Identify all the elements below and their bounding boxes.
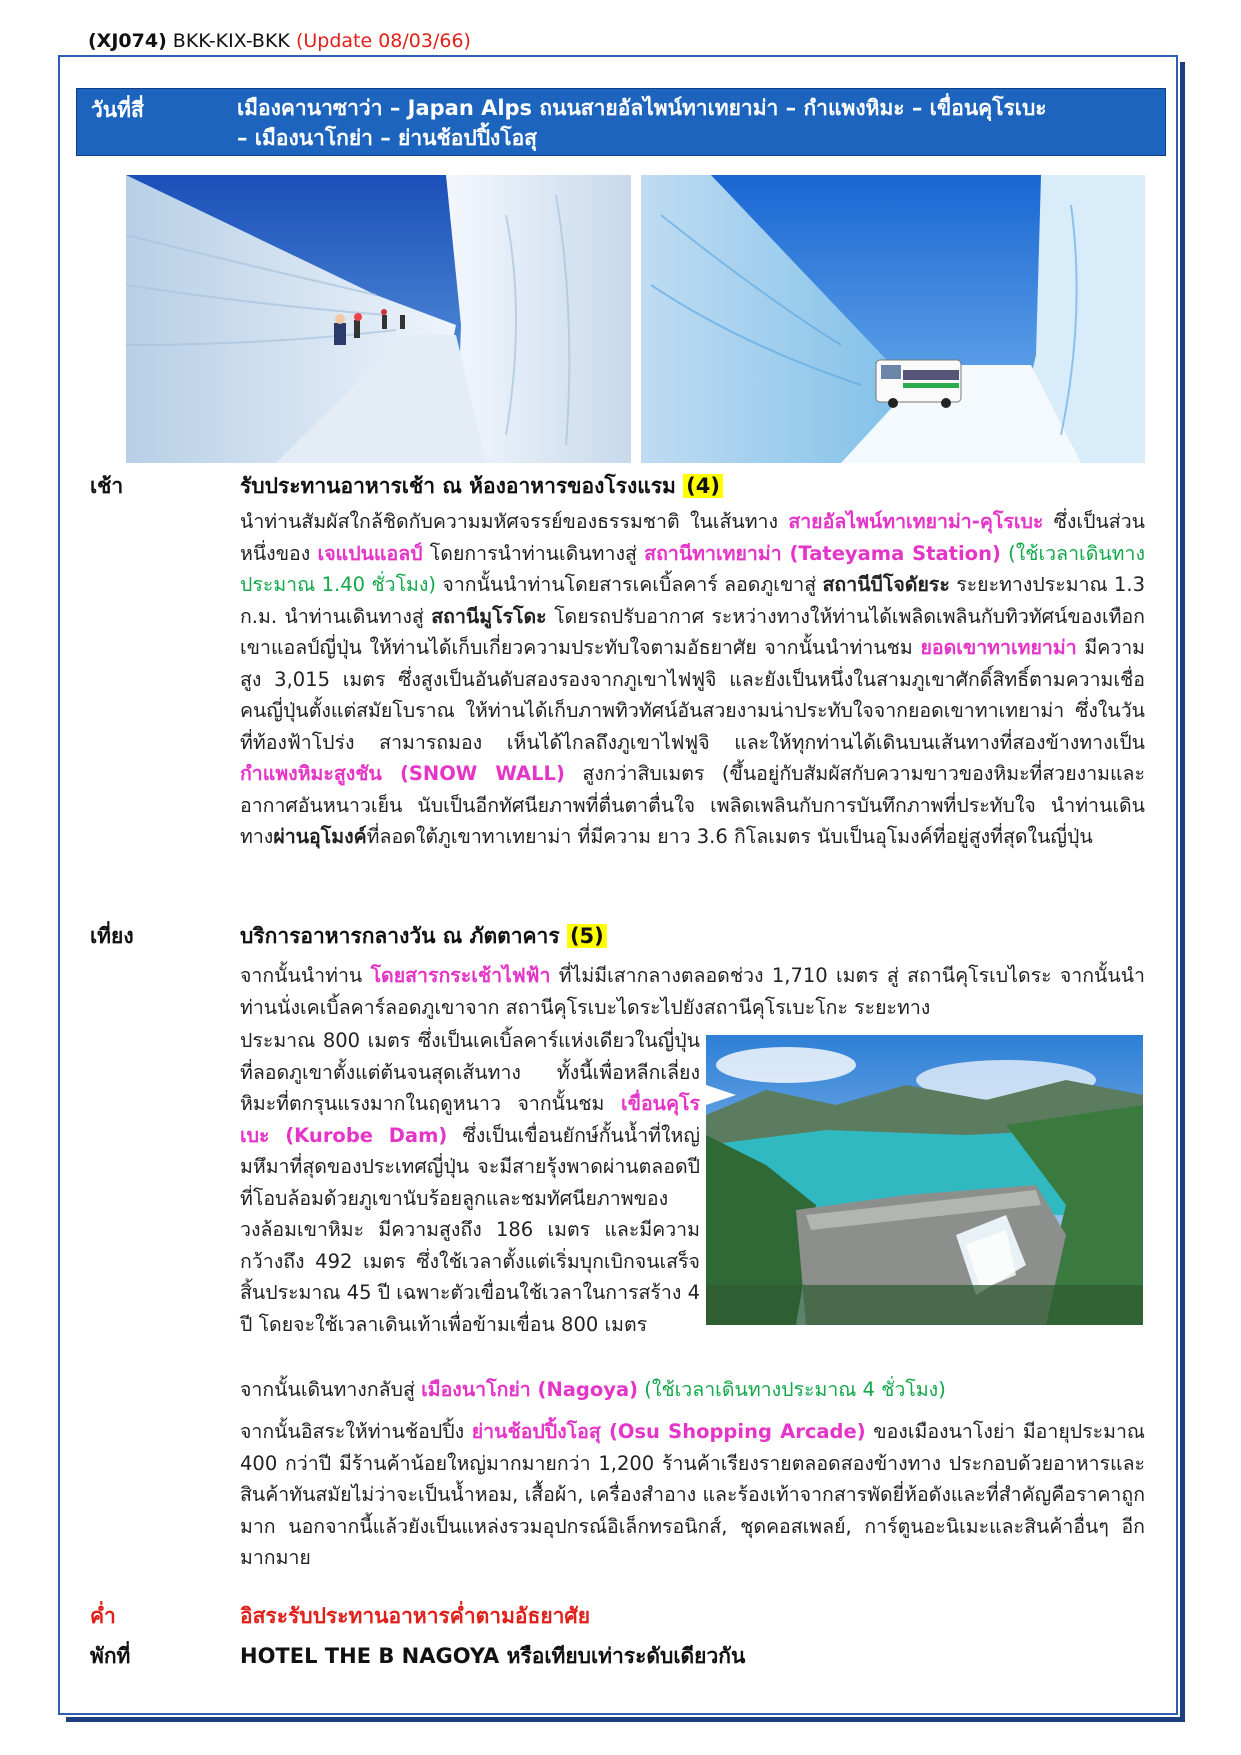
- text: นำท่านสัมผัสใกล้ชิดกับความมหัศจรรย์ของธรรมชาติ ในเส้นทาง: [240, 510, 789, 533]
- text: จากนั้นเดินทางกลับสู่: [240, 1378, 422, 1401]
- paragraph-kurobe-dam: [240, 1025, 700, 1340]
- text: สูงกว่าสิบเมตร (ขึ้นอยู่กับสัมผัสกับความขาวของหิมะที่สวยงามและอากาศอันหนาวเย็น นับเป็นอีกทัศนียภาพที่ตื่นตาตื่นใจ เพลิดเพลินกับการบันทึกภาพที่ประทับใจ นำท่านเดินทาง: [240, 762, 1145, 848]
- text: ที่ลอดใต้ภูเขาทาเทยาม่า ที่มีความ ยาว 3.6 กิโลเมตร นับเป็นอุโมงค์ที่อยู่สูงที่สุดในญี่ปุ่น: [366, 825, 1093, 848]
- text: มีความสูง 3,015 เมตร ซึ่งสูงเป็นอันดับสองรองจากภูเขาไฟฟูจิ และยังเป็นหนึ่งในสามภูเขาศักดิ์สิทธิ์ตามความเชื่อคนญี่ปุ่นตั้งแต่สมัยโบราณ ให้ท่านได้เก็บภาพทิวทัศน์อันสวยงามน่าประทับใจจากยอดเขาทาเทยาม่า ซึ่งในวันที่ท้องฟ้าโปร่ง สามารถมอง เห็นได้ไกลถึงภูเขาไฟฟูจิ และให้ทุกท่านได้เดินบนเส้นทางที่สองข้างทางเป็น: [240, 636, 1145, 754]
- route: BKK-KIX-BKK: [172, 30, 290, 52]
- breakfast-title: [240, 470, 723, 503]
- day-title-line: เมืองคานาซาว่า – Japan Alps ถนนสายอัลไพน์ทาเทยาม่า – กำแพงหิมะ – เขื่อนคุโรเบะ: [237, 96, 1047, 120]
- snow-wall-bus-photo: [641, 175, 1145, 463]
- breakfast-text: รับประทานอาหารเช้า ณ ห้องอาหารของโรงแรม: [240, 474, 676, 498]
- day-label: วันที่สี่: [91, 98, 144, 122]
- paragraph-ropeway: [240, 960, 1145, 1023]
- text: โดยรถปรับอากาศ ระหว่างทางให้ท่านได้เพลิดเพลินกับทิวทัศน์ของเทือกเขาแอลป์ญี่ปุ่น ให้ท่านได้เก็บเกี่ยวความประทับใจตามอัธยาศัย จากนั้นนำท่านชม: [240, 604, 1145, 659]
- lunch-title: [240, 920, 607, 953]
- hotel-info: [240, 1640, 745, 1673]
- text: จากนั้นนำท่าน: [240, 964, 371, 987]
- duration-note: (ใช้เวลาเดินทางประมาณ 4 ชั่วโมง): [638, 1378, 946, 1401]
- meal-badge: (4): [683, 474, 723, 498]
- paragraph-osu-shopping: [240, 1416, 1145, 1574]
- breakfast-label: เช้า: [90, 474, 124, 498]
- highlight: ย่านช้อปปิ้งโอสุ (Osu Shopping Arcade): [471, 1420, 866, 1443]
- snow-wall-photo: [126, 175, 631, 463]
- day-header-bar: [76, 88, 1166, 156]
- highlight: โดยสารกระเช้าไฟฟ้า: [370, 964, 551, 987]
- text: ประมาณ 800 เมตร ซึ่งเป็นเคเบิ้ลคาร์แห่งเดียวในญี่ปุ่นที่ลอดภูเขาตั้งแต่ต้นจนสุดเส้นทาง ทั้งนี้เพื่อหลีกเลี่ยงหิมะที่ตกรุนแรงมากในฤดูหนาว จากนั้นชม: [240, 1029, 700, 1115]
- frame-shadow: [66, 1717, 1185, 1722]
- highlight: เจแปนแอลป์: [317, 541, 423, 565]
- text: ที่ไม่มีเสากลางตลอดช่วง 1,710 เมตร สู่ สถานีคุโรเบไดระ จากนั้นนำท่านนั่งเคเบิ้ลคาร์ลอดภูเขาจาก สถานีคุโรเบะไดระไปยังสถานีคุโรเบะโกะ ระยะทาง: [240, 964, 1145, 1019]
- highlight: กำแพงหิมะสูงชัน (SNOW WALL): [240, 762, 565, 785]
- paragraph-tateyama: [240, 506, 1145, 853]
- text: ระยะทางประมาณ 1.3 ก.ม. นำท่านเดินทางสู่: [240, 573, 1146, 628]
- text: ซึ่งเป็นส่วนหนึ่งของ: [240, 510, 1145, 565]
- text: ของเมืองนาโงย่า มีอายุประมาณ 400 กว่าปี มีร้านค้าน้อยใหญ่มากมายกว่า 1,200 ร้านค้าเรียงรายตลอดสองข้างทาง ประกอบด้วยอาหารและสินค้าทันสมัยไม่ว่าจะเป็นน้ำหอม, เสื้อผ้า, เครื่องสำอาง และร้องเท้าจากสารพัดยี่ห้อดังและที่สำคัญคือราคาถูกมาก นอกจากนี้แล้วยังเป็นแหล่งรวมอุปกรณ์อิเล็กทรอนิกส์, ชุดคอสเพลย์, การ์ตูนอะนิเมะและสินค้าอื่นๆ อีกมากมาย: [240, 1420, 1145, 1569]
- text: จากนั้นนำท่านโดยสารเคเบิ้ลคาร์ ลอดภูเขาสู่: [436, 573, 823, 596]
- dinner-label: ค่ำ: [90, 1604, 116, 1628]
- meal-badge: (5): [567, 924, 607, 948]
- lunch-text: บริการอาหารกลางวัน ณ ภัตตาคาร: [240, 924, 560, 948]
- bold-text: ผ่านอุโมงค์: [273, 825, 367, 848]
- highlight: เมืองนาโกย่า (Nagoya): [421, 1378, 639, 1401]
- highlight: เขื่อนคุโรเบะ (Kurobe Dam): [240, 1092, 700, 1147]
- day-title-line: – เมืองนาโกย่า – ย่านช้อปปิ้งโอสุ: [237, 126, 537, 150]
- bold-text: สถานีมูโรโดะ: [431, 604, 547, 628]
- highlight: สถานีทาเทยาม่า (Tateyama Station): [644, 541, 1001, 565]
- bold-text: สถานีบีโจดัยระ: [822, 573, 950, 596]
- update-date: (Update 08/03/66): [295, 30, 471, 52]
- hotel-note: หรือเทียบเท่าระดับเดียวกัน: [499, 1644, 746, 1668]
- text: ซึ่งเป็นเขื่อนยักษ์กั้นน้ำที่ใหญ่มหึมาที่สุดของประเทศญี่ปุ่น จะมีสายรุ้งพาดผ่านตลอดปี ที่โอบล้อมด้วยภูเขานับร้อยลูกและชมทัศนียภาพของวงล้อมเขาหิมะ มีความสูงถึง 186 เมตร และมีความกว้างถึง 492 เมตร ซึ่งใช้เวลาตั้งแต่เริ่มบุกเบิกจนเสร็จสิ้นประมาณ 45 ปี เฉพาะตัวเขื่อนใช้เวลาในการสร้าง 4 ปี โดยจะใช้เวลาเดินเท้าเพื่อข้ามเขื่อน 800 เมตร: [240, 1123, 700, 1336]
- lunch-label: เที่ยง: [90, 924, 134, 948]
- page-header: [88, 30, 471, 52]
- tour-code: (XJ074): [88, 30, 167, 52]
- paragraph-nagoya-transfer: [240, 1374, 1145, 1406]
- day-title: [237, 93, 1157, 153]
- highlight: ยอดเขาทาเทยาม่า: [920, 636, 1077, 659]
- frame-shadow: [1180, 62, 1185, 1722]
- highlight: สายอัลไพน์ทาเทยาม่า-คุโรเบะ: [788, 510, 1044, 533]
- text: จากนั้นอิสระให้ท่านช้อปปิ้ง: [240, 1420, 472, 1443]
- hotel-name: HOTEL THE B NAGOYA: [240, 1644, 500, 1668]
- kurobe-dam-photo: [706, 1035, 1143, 1325]
- duration-note: (ใช้เวลาเดินทางประมาณ 1.40 ชั่วโมง): [240, 541, 1146, 596]
- hotel-label: พักที่: [90, 1644, 131, 1668]
- text: โดยการนำท่านเดินทางสู่: [422, 541, 645, 565]
- dinner-title: อิสระรับประทานอาหารค่ำตามอัธยาศัย: [240, 1604, 591, 1628]
